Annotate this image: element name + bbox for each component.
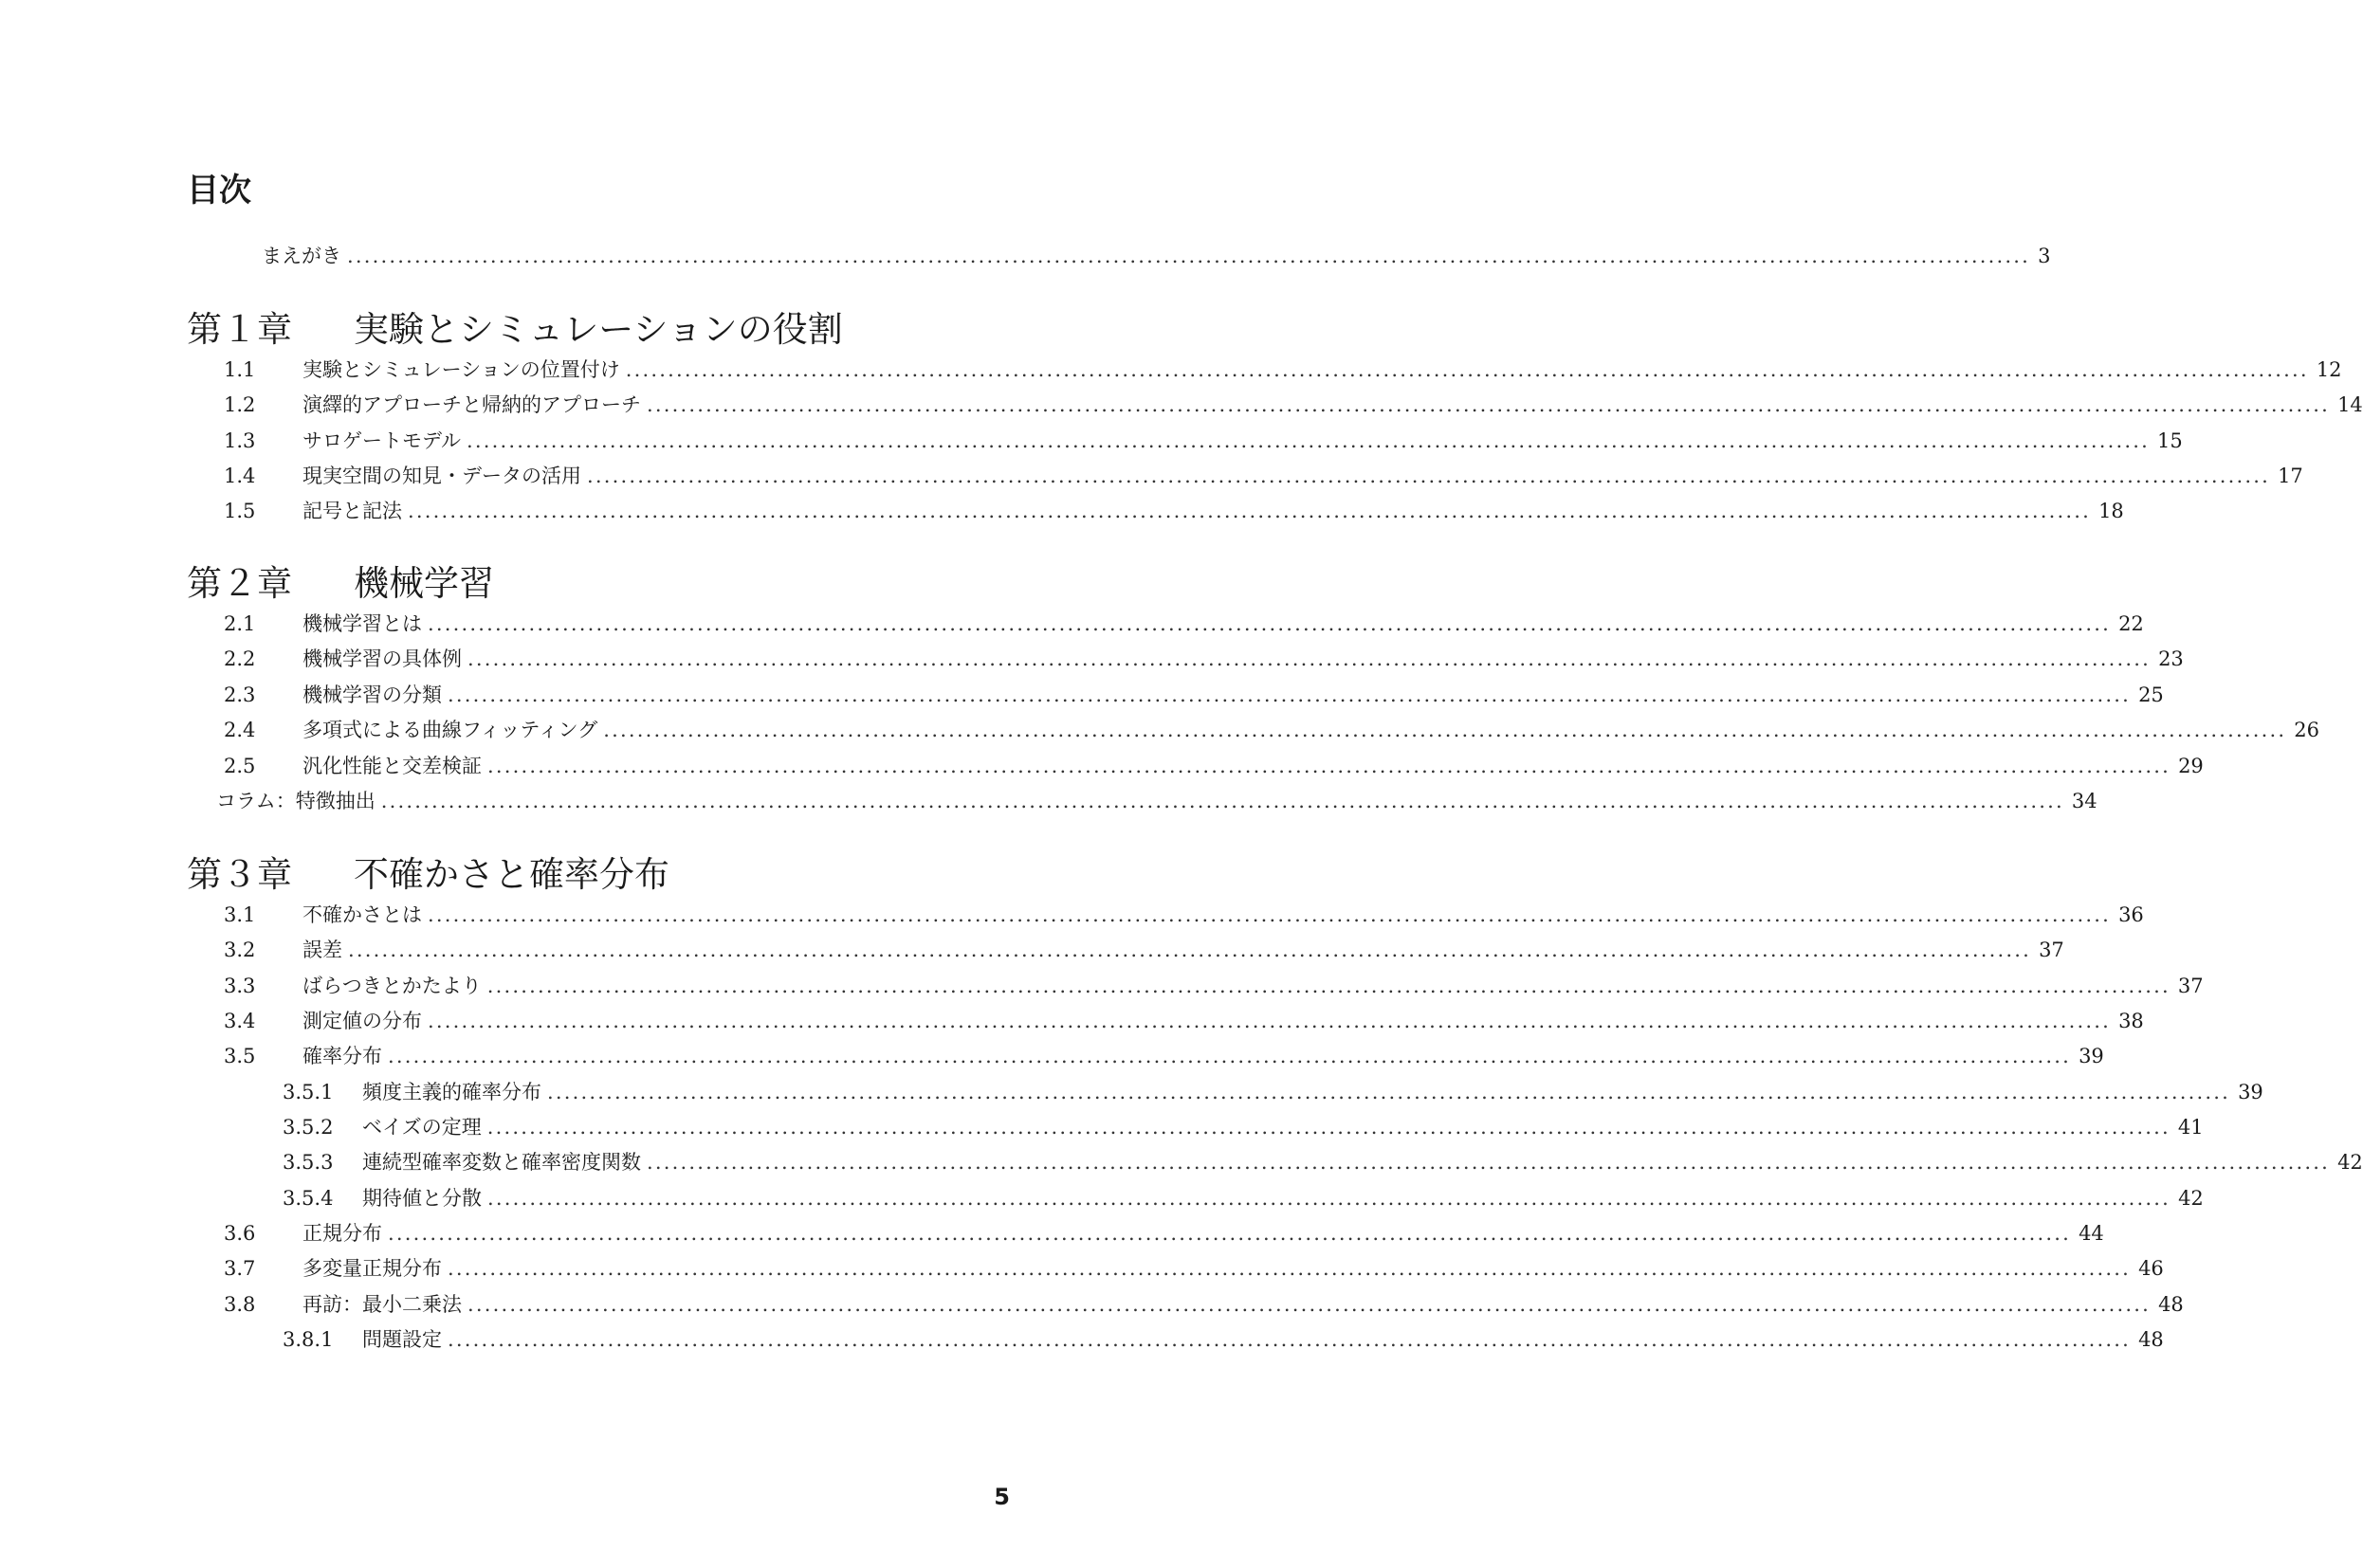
- chapter-heading-1[interactable]: [187, 307, 843, 353]
- dot-leader: ........................................................................................................................................................................................................: [547, 1081, 2231, 1103]
- toc-entry-row: [362, 1147, 2363, 1177]
- toc-entry-title: 汎化性能と交差検証: [302, 755, 482, 777]
- dot-leader: ........................................................................................................................................................................................................: [388, 1222, 2072, 1245]
- toc-entry-page: 34: [2071, 790, 2097, 812]
- dot-leader: ........................................................................................................................................................................................................: [587, 465, 2271, 487]
- toc-entry-page: 37: [2039, 939, 2064, 961]
- toc-entry-row: [216, 786, 2097, 816]
- toc-entry-1-5[interactable]: [0, 496, 2124, 526]
- toc-entry-number: 3.8.1: [283, 1328, 334, 1351]
- toc-entry-row: [302, 935, 2064, 965]
- toc-entry-row: [302, 971, 2204, 1001]
- toc-entry-title: コラム：特徴抽出: [216, 790, 376, 812]
- dot-leader: ........................................................................................................................................................................................................: [487, 1187, 2171, 1210]
- toc-entry-row: [302, 461, 2303, 491]
- toc-entry-row: [302, 751, 2204, 781]
- toc-entry-3-8-1[interactable]: [0, 1324, 2164, 1355]
- toc-entry-3-3[interactable]: [0, 971, 2204, 1001]
- chapter-label: 第３章: [187, 854, 292, 895]
- toc-entry-number: 1.3: [224, 429, 256, 452]
- toc-entry-title: 誤差: [302, 939, 342, 961]
- toc-entry-row: [302, 1006, 2144, 1036]
- toc-entry-number: 2.3: [224, 684, 256, 706]
- toc-entry-title: 測定値の分布: [302, 1010, 422, 1032]
- dot-leader: ........................................................................................................................................................................................................: [487, 755, 2171, 777]
- dot-leader: ........................................................................................................................................................................................................: [448, 684, 2132, 706]
- toc-entry-page: 14: [2337, 393, 2363, 416]
- toc-entry-3-5-4[interactable]: [0, 1183, 2204, 1213]
- toc-entry-3-2[interactable]: [0, 935, 2064, 965]
- toc-entry-page: 42: [2178, 1187, 2204, 1210]
- chapter-label: 第１章: [187, 309, 292, 350]
- toc-entry-row: [302, 426, 2183, 456]
- toc-entry-page: 22: [2118, 612, 2144, 635]
- dot-leader: ........................................................................................................................................................................................................: [467, 1293, 2152, 1316]
- toc-entry-2-3[interactable]: [0, 680, 2164, 710]
- dot-leader: ........................................................................................................................................................................................................: [486, 1116, 2171, 1139]
- dot-leader: ........................................................................................................................................................................................................: [388, 1045, 2072, 1067]
- toc-entry-2-5[interactable]: [0, 751, 2204, 781]
- toc-entry-row: [302, 900, 2144, 930]
- toc-entry-1-1[interactable]: [0, 355, 2342, 385]
- chapter-heading-2[interactable]: [187, 561, 494, 607]
- toc-entry-title: 機械学習の具体例: [302, 647, 462, 670]
- toc-entry-title: 機械学習の分類: [302, 684, 442, 706]
- toc-entry-title: 多項式による曲線フィッティング: [302, 719, 598, 741]
- toc-entry-row: [362, 1183, 2204, 1213]
- toc-entry-number: 3.5.2: [283, 1116, 334, 1139]
- toc-entry-page: 41: [2177, 1116, 2204, 1139]
- toc-entry-row: [302, 496, 2124, 526]
- toc-entry-number: 3.8: [224, 1293, 256, 1316]
- toc-entry-title: ベイズの定理: [362, 1116, 482, 1139]
- toc-entry-title: 記号と記法: [302, 500, 402, 522]
- toc-title: 目次: [187, 172, 251, 210]
- toc-entry-page: 12: [2316, 358, 2342, 381]
- dot-leader: ........................................................................................................................................................................................................: [625, 358, 2309, 381]
- toc-entry-number: 3.7: [224, 1257, 256, 1280]
- toc-entry-page: 39: [2238, 1081, 2263, 1103]
- toc-entry-number: 1.2: [224, 393, 256, 416]
- toc-entry-3-6[interactable]: [0, 1218, 2104, 1249]
- toc-entry-2-1[interactable]: [0, 609, 2144, 639]
- toc-entry-number: 3.5.4: [283, 1187, 334, 1210]
- dot-leader: ........................................................................................................................................................................................................: [486, 975, 2171, 997]
- toc-entry-row: [302, 715, 2320, 745]
- toc-entry-title: 機械学習とは: [302, 612, 422, 635]
- toc-entry-row: [302, 1289, 2184, 1320]
- toc-entry-number: 3.5.3: [283, 1151, 334, 1174]
- toc-entry-number: 3.3: [224, 975, 256, 997]
- toc-entry-page: 17: [2278, 465, 2303, 487]
- toc-entry-title: 期待値と分散: [362, 1187, 482, 1210]
- page-number: 5: [994, 1484, 1010, 1510]
- toc-entry-title: 正規分布: [302, 1222, 382, 1245]
- dot-leader: ........................................................................................................................................................................................................: [428, 612, 2112, 635]
- chapter-title: 機械学習: [354, 563, 494, 604]
- toc-entry-page: 48: [2158, 1293, 2184, 1316]
- toc-entry-title: 連続型確率変数と確率密度関数: [362, 1151, 641, 1174]
- toc-entry-title: 現実空間の知見・データの活用: [302, 465, 581, 487]
- toc-entry-3-5-1[interactable]: [0, 1077, 2263, 1107]
- dot-leader: ........................................................................................................................................................................................................: [448, 1328, 2132, 1351]
- toc-entry-page: 18: [2098, 500, 2124, 522]
- toc-entry-page: 42: [2337, 1151, 2363, 1174]
- dot-leader: ........................................................................................................................................................................................................: [380, 790, 2064, 812]
- toc-entry-row: [302, 609, 2144, 639]
- toc-entry-number: 3.1: [224, 903, 256, 926]
- toc-entry-3-4[interactable]: [0, 1006, 2144, 1036]
- toc-entry-3-1[interactable]: [0, 900, 2144, 930]
- toc-entry-1-4[interactable]: [0, 461, 2303, 491]
- toc-entry-title: 演繹的アプローチと帰納的アプローチ: [302, 393, 641, 416]
- toc-entry-number: 2.5: [224, 755, 256, 777]
- toc-entry-page: 46: [2138, 1257, 2164, 1280]
- toc-entry-number: 3.2: [224, 939, 256, 961]
- toc-entry-number: 3.6: [224, 1222, 256, 1245]
- toc-entry-number: 2.2: [224, 647, 256, 670]
- toc-entry-title: まえがき: [262, 245, 341, 267]
- dot-leader: ........................................................................................................................................................................................................: [347, 245, 2031, 267]
- toc-entry-title: ばらつきとかたより: [302, 975, 482, 997]
- toc-entry-page: 48: [2138, 1328, 2164, 1351]
- toc-entry-3-5[interactable]: [0, 1041, 2104, 1071]
- toc-entry-number: 3.4: [224, 1010, 256, 1032]
- toc-entry-row: [302, 355, 2342, 385]
- toc-entry-page: 25: [2138, 684, 2164, 706]
- toc-entry-title: 確率分布: [302, 1045, 382, 1067]
- toc-entry-3-5-3[interactable]: [0, 1147, 2363, 1177]
- dot-leader: ........................................................................................................................................................................................................: [348, 939, 2032, 961]
- toc-entry-number: 2.4: [224, 719, 256, 741]
- toc-entry-row: [262, 241, 2051, 271]
- toc-entry-1-2[interactable]: [0, 390, 2363, 420]
- toc-entry-number: 1.4: [224, 465, 256, 487]
- toc-entry-page: 37: [2177, 975, 2204, 997]
- toc-entry-title: 実験とシミュレーションの位置付け: [302, 358, 620, 381]
- dot-leader: ........................................................................................................................................................................................................: [466, 429, 2151, 452]
- toc-entry-3-8[interactable]: [0, 1289, 2184, 1320]
- toc-entry-number: 2.1: [224, 612, 256, 635]
- dot-leader: ........................................................................................................................................................................................................: [428, 1010, 2112, 1032]
- toc-entry-preface[interactable]: [0, 241, 2051, 271]
- toc-entry-page: 29: [2178, 755, 2204, 777]
- dot-leader: ........................................................................................................................................................................................................: [448, 1257, 2132, 1280]
- toc-entry-number: 1.1: [224, 358, 256, 381]
- dot-leader: ........................................................................................................................................................................................................: [603, 719, 2287, 741]
- dot-leader: ........................................................................................................................................................................................................: [467, 647, 2152, 670]
- dot-leader: ........................................................................................................................................................................................................: [428, 903, 2112, 926]
- toc-entry-title: サロゲートモデル: [302, 429, 461, 452]
- toc-entry-page: 3: [2038, 245, 2051, 267]
- toc-entry-title: 頻度主義的確率分布: [362, 1081, 541, 1103]
- toc-entry-page: 36: [2118, 903, 2144, 926]
- toc-entry-number: 3.5.1: [283, 1081, 334, 1103]
- toc-entry-3-7[interactable]: [0, 1253, 2164, 1284]
- chapter-title: 不確かさと確率分布: [354, 854, 669, 895]
- dot-leader: ........................................................................................................................................................................................................: [408, 500, 2092, 522]
- toc-entry-row: [362, 1324, 2164, 1355]
- toc-entry-title: 多変量正規分布: [302, 1257, 442, 1280]
- toc-entry-page: 38: [2118, 1010, 2144, 1032]
- toc-entry-row: [302, 1253, 2164, 1284]
- toc-entry-3-5-2[interactable]: [0, 1112, 2204, 1142]
- toc-entry-row: [302, 390, 2363, 420]
- toc-entry-1-3[interactable]: [0, 426, 2183, 456]
- toc-entry-2-2[interactable]: [0, 644, 2184, 674]
- chapter-heading-3[interactable]: [187, 852, 669, 898]
- toc-entry-page: 23: [2158, 647, 2184, 670]
- toc-entry-row: [362, 1112, 2204, 1142]
- toc-entry-page: 44: [2079, 1222, 2104, 1245]
- toc-entry-title: 不確かさとは: [302, 903, 422, 926]
- toc-entry-page: 15: [2157, 429, 2183, 452]
- toc-entry-row: [362, 1077, 2263, 1107]
- toc-entry-title: 再訪：最小二乗法: [302, 1293, 462, 1316]
- toc-entry-column[interactable]: [0, 786, 2097, 816]
- chapter-label: 第２章: [187, 563, 292, 604]
- toc-entry-row: [302, 644, 2184, 674]
- toc-entry-row: [302, 1041, 2104, 1071]
- toc-entry-2-4[interactable]: [0, 715, 2320, 745]
- toc-entry-number: 1.5: [224, 500, 256, 522]
- toc-entry-page: 26: [2294, 719, 2320, 741]
- toc-entry-title: 問題設定: [362, 1328, 442, 1351]
- toc-entry-number: 3.5: [224, 1045, 256, 1067]
- toc-entry-row: [302, 1218, 2104, 1249]
- toc-entry-row: [302, 680, 2164, 710]
- dot-leader: ........................................................................................................................................................................................................: [647, 393, 2331, 416]
- chapter-title: 実験とシミュレーションの役割: [354, 309, 843, 350]
- toc-entry-page: 39: [2079, 1045, 2104, 1067]
- dot-leader: ........................................................................................................................................................................................................: [647, 1151, 2331, 1174]
